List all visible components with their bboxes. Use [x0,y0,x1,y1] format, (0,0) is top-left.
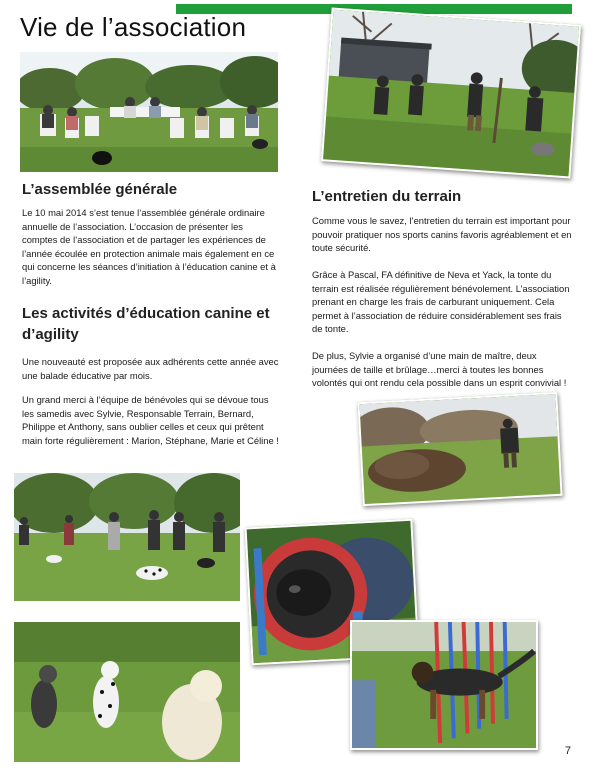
sitting-dogs-photo [14,622,240,762]
assembly-paragraph: Le 10 mai 2014 s’est tenue l’assemblée générale ordinaire annuelle de l’association. L’occasion de présenter les comptes de l’association et de partager les expériences de l’année écoulée en protection animale mais également en ce qui concerne les séances d’initiation à l’éducation canine et à l’agility. [22,207,276,286]
maintenance-heading: L’entretien du terrain [312,188,462,205]
page-number: 7 [564,745,571,757]
slalom-poles-photo [350,620,538,750]
assembly-heading: L’assemblée générale [22,181,178,198]
activities-heading: Les activités d’éducation canine et d’agility [22,305,270,343]
maintenance-paragraph-3: De plus, Sylvie a organisé d’une main de maître, deux journées de taille et brûlage…merci à toutes les bonnes volontés qui ont rendu cela possible dans un esprit convivial ! [312,350,567,389]
maintenance-paragraph-2: Grâce à Pascal, FA définitive de Neva et Yack, la tonte du terrain est réalisée régulièrement bénévolement. L’association prenant en charge les frais de carburant uniquement. Cela permet à l’association de réduire considérablement ses frais de tonte. [312,269,570,335]
brush-burning-photo [357,392,562,506]
field-work-photo [321,7,581,178]
maintenance-paragraph-1: Comme vous le savez, l’entretien du terrain est important pour pouvoir pratiquer nos sports canins favoris agréablement et en toute sécurité. [312,215,572,254]
educational-walk-photo [14,473,240,601]
activities-paragraph-1: Une nouveauté est proposée aux adhérents cette année avec une balade éducative par mois. [22,356,279,381]
activities-paragraph-2: Un grand merci à l’équipe de bénévoles qui se dévoue tous les samedis avec Sylvie, Responsable Terrain, Bernard, Philippe et Anthony, sans oublier celles et ceux qui prêtent main forte régulièrement : Marion, Stéphane, Marie et Céline ! [22,394,279,446]
assembly-meeting-photo [20,52,278,172]
page-title: Vie de l’association [20,12,247,42]
